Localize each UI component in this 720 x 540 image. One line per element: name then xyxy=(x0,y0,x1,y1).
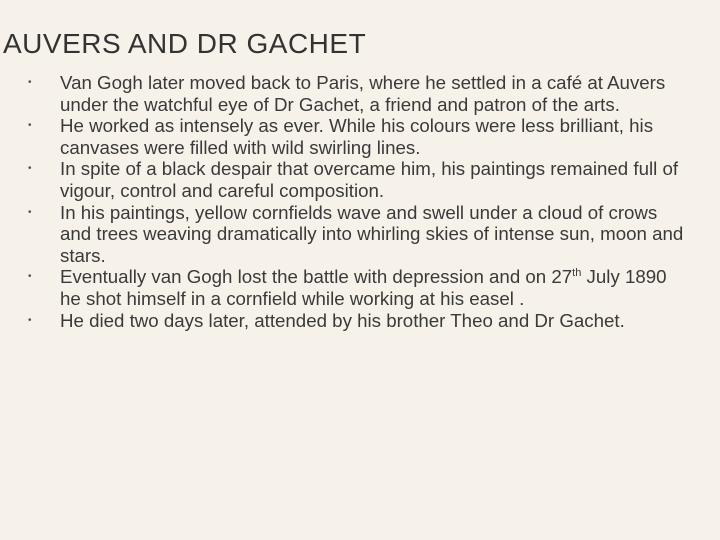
bullet-dot-icon: • xyxy=(28,163,32,175)
bullet-dot-icon: • xyxy=(28,77,32,88)
bullet-dot-icon: • xyxy=(28,314,32,326)
bullet-text-part: Eventually van Gogh lost the battle with depression and on 27 xyxy=(60,266,573,288)
bullet-item xyxy=(28,266,688,309)
bullet-dot-icon: • xyxy=(28,206,32,218)
bullet-text-part: July 1890 he shot himself in a cornfield while working at his easel . xyxy=(60,266,667,309)
bullet-dot-icon: • xyxy=(28,120,32,132)
bullet-item xyxy=(28,310,688,332)
slide-title: AUVERS AND DR GACHET xyxy=(3,28,367,59)
bullet-text: He worked as intensely as ever. While his colours were less brilliant, his canvases were filled with wild swirling lines. xyxy=(60,115,654,158)
bullet-text: He died two days later, attended by his brother Theo and Dr Gachet. xyxy=(60,309,625,331)
bullet-item xyxy=(28,202,688,267)
bullet-text: In his paintings, yellow cornfields wave and swell under a cloud of crows and trees weaving dramatically into whirling skies of intense sun, moon and stars. xyxy=(60,201,684,266)
bullet-text xyxy=(60,266,667,309)
bullet-dot-icon: • xyxy=(28,271,32,283)
bullet-text: Van Gogh later moved back to Paris, where he settled in a café at Auvers under the watchful eye of Dr Gachet, a friend and patron of the arts. xyxy=(60,72,666,115)
bullet-text: In spite of a black despair that overcame him, his paintings remained full of vigour, control and careful composition. xyxy=(60,158,679,201)
bullet-list xyxy=(28,72,688,331)
bullet-item xyxy=(28,72,688,115)
date-superscript: th xyxy=(572,267,582,280)
bullet-item xyxy=(28,158,688,201)
bullet-item xyxy=(28,115,688,158)
